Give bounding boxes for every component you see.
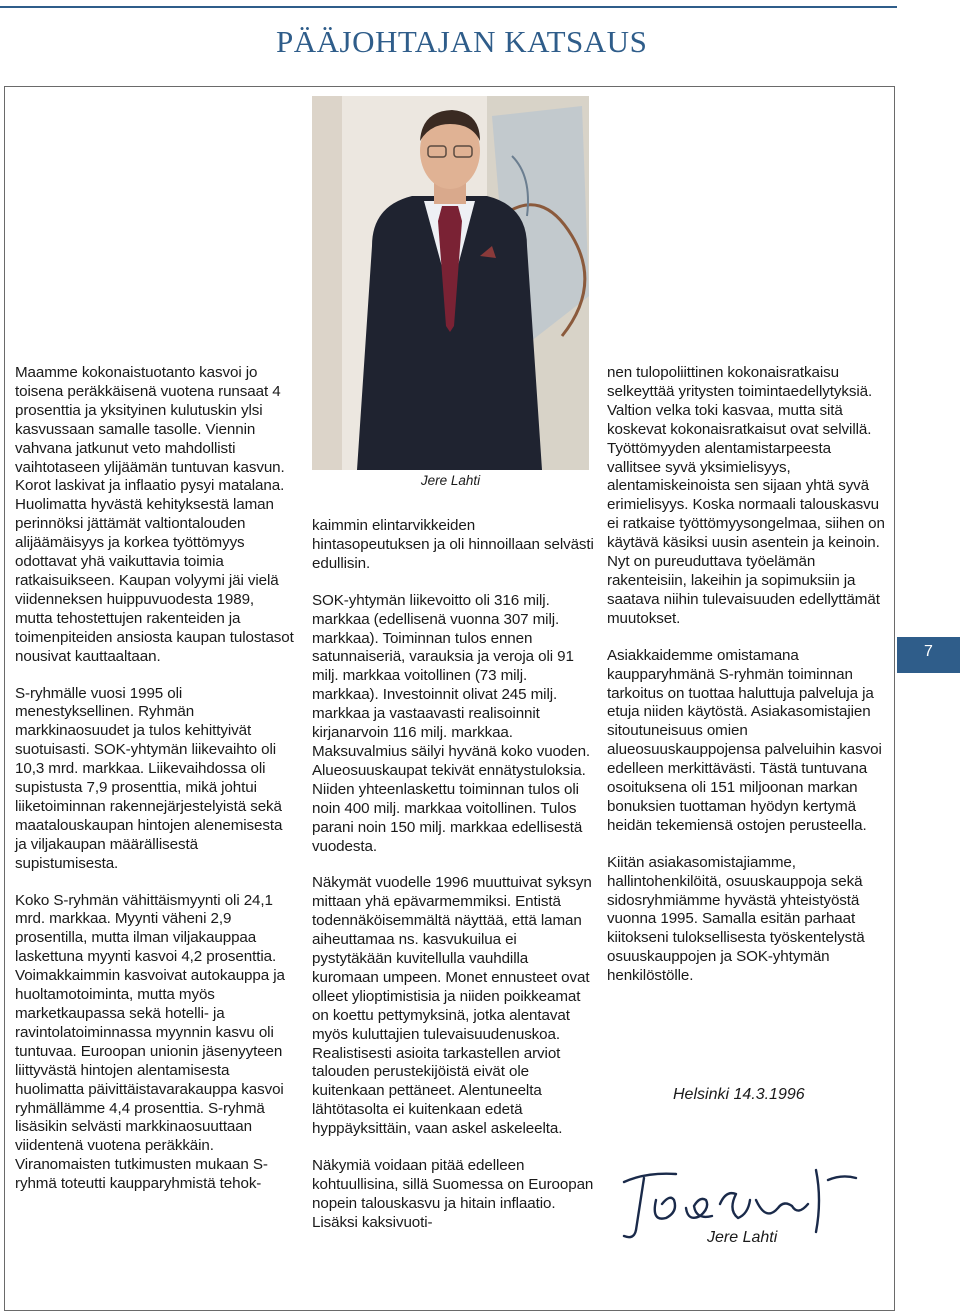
portrait-photo [312,96,589,470]
paragraph: kaimmin elintarvikkeiden hintasopeutuksen ja oli hinnoillaan selvästi edullisin. [312,517,594,572]
text-column-2 [312,517,594,1251]
text-column-3 [607,364,885,1004]
paragraph: Asiakkaidemme omistamana kaupparyhmänä S-ryhmän toiminnan tarkoitus on tuottaa haluttuja palveluja ja etuja niiden käytöstä. Asiakasomistajien sitoutuneisuus omien alueosuuskauppojensa palveluihin kasvoi edelleen merkittävästi. Tästä tuntuvana osoituksena oli 151 miljoonan markan bonuksien tuottaman hyödyn kertymä heidän tekemiensä ostojen perusteella. [607,646,882,834]
paragraph: S-ryhmälle vuosi 1995 oli menestyksellinen. Ryhmän markkinaosuudet ja tulos kehittyivät suotuisasti. SOK-yhtymän liikevaihto oli 10,3 mrd. markkaa. Liikevaihdossa oli supistusta 7,9 prosenttia, mikä johtui liiketoiminnan rakennejärjestelyistä sekä maatalouskaupan hintojen alenemisesta ja viljakaupan määrällisestä supistumisesta. [15,684,283,872]
paragraph: SOK-yhtymän liikevoitto oli 316 milj. markkaa (edellisenä vuonna 307 milj. markkaa). Toiminnan tulos ennen satunnaiseriä, varauksia ja veroja oli 91 milj. markkaa voitollinen (73 milj. markkaa). Investoinnit olivat 245 milj. markkaa ja vastaavasti realisoinnit kirjanarvoin 116 milj. markkaa. Maksuvalmius säilyi hyvänä koko vuoden. Alueosuuskaupat tekivät ennätystuloksia. Niiden yhteenlaskettu toiminnan tulos oli noin 400 milj. markkaa voitollinen. Tulos parani noin 150 milj. markkaa edellisestä vuodesta. [312,591,591,855]
paragraph: Kiitän asiakasomistajiamme, hallintohenkilöitä, osuuskauppoja sekä sidosryhmiämme hyvästä yhteistyöstä vuonna 1995. Samalla esitän parhaat kiitokseni tuloksellisesta työskentelystä osuuskauppojen ja SOK-yhtymän henkilöstölle. [607,853,865,985]
text-column-1 [15,364,295,1212]
paragraph: Näkymät vuodelle 1996 muuttuivat syksyn mittaan yhä epävarmemmiksi. Entistä todennäköisemmältä näyttää, että laman aiheuttamaa ns. kasvukuilua ei pystytäkään kuvitellulla vauhdilla kuromaan umpeen. Monet ennusteet ovat olleet ylioptimistisia ja niiden poikkeamat on koettu pettymyksinä, jotka alentavat myös kuluttajien tulevaisuudenuskoa. Realistisesti asioita tarkastellen arviot talouden perustekijöistä eivät ole kuitenkaan pettäneet. Alentuneelta lähtötasolta ei kuitenkaan edetä hyppäyksittäin, vaan askel askeleelta. [312,874,592,1138]
place-date: Helsinki 14.3.1996 [673,1086,805,1103]
page-number: 7 [924,643,933,660]
paragraph: Koko S-ryhmän vähittäismyynti oli 24,1 mrd. markkaa. Myynti väheni 2,9 prosentilla, mutta ilman viljakauppaa laskettuna myynti kasvoi 4,2 prosenttia. Voimakkaimmin kasvoivat autokauppa ja huoltamotoiminta, mutta myös marketkaupassa sekä hotelli- ja ravintolatoiminnassa myynnin kasvu oli tuntuvaa. Euroopan unionin jäsenyyteen liittyvästä hintojen alentamisesta huolimatta päivittäistavarakauppa kasvoi ryhmällämme 4,4 prosenttia. S-ryhmä lisäsikin selvästi markkinaosuuttaan viidentenä vuotena peräkkäin. Viranomaisten tutkimusten mukaan S-ryhmä toteutti kaupparyhmistä tehok- [15,891,285,1193]
photo-caption: Jere Lahti [420,473,481,488]
page-title: PÄÄJOHTAJAN KATSAUS [276,24,648,59]
paragraph: nen tulopoliittinen kokonaisratkaisu selkeyttää yritysten toimintaedellytyksiä. Valtion velka toki kasvaa, mutta sitä koskevat kokonaisratkaisut ovat selvillä. Työttömyyden alentamistarpeesta vallitsee syvä yksimielisyys, alentamiskeinoista sen sijaan yhtä syvä erimielisyys. Koska normaali talouskasvu ei ratkaise työttömyysongelmaa, siihen on käytävä käsiksi uusin asentein ja keinoin. Nyt on pureuduttava työelämän rakenteisiin, lakeihin ja sopimuksiin ja saatava niihin tulevaisuuden edellyttämät muutokset. [607,364,885,627]
paragraph: Maamme kokonaistuotanto kasvoi jo toisena peräkkäisenä vuotena runsaat 4 prosenttia ja yksityinen kulutuskin ylsi kasvussaan samalle tasolle. Viennin vahvana jatkunut veto mahdollisti vaihtotaseen ylijäämän tuntuvan kasvun. Korot laskivat ja inflaatio pysyi matalana. Huolimatta hyvästä kehityksestä laman perinnöksi jättämät valtiontalouden alijäämäisyys ja korkea työttömyys odottavat yhä vaikuttavia toimia ratkaisuikseen. Kaupan volyymi jäi vielä viidenneksen huippuvuodesta 1989, mutta tehostettujen rakenteiden ja toimenpiteiden ansiosta kaupan tulostasot nousivat kauttaaltaan. [15,364,294,665]
page-number-tab [897,637,960,673]
signer-name: Jere Lahti [707,1229,778,1246]
paragraph: Näkymiä voidaan pitää edelleen kohtuullisina, sillä Suomessa on Euroopan nopein talouskasvu ja hitain inflaatio. Lisäksi kaksivuoti- [312,1157,594,1231]
header-rule [0,6,897,8]
